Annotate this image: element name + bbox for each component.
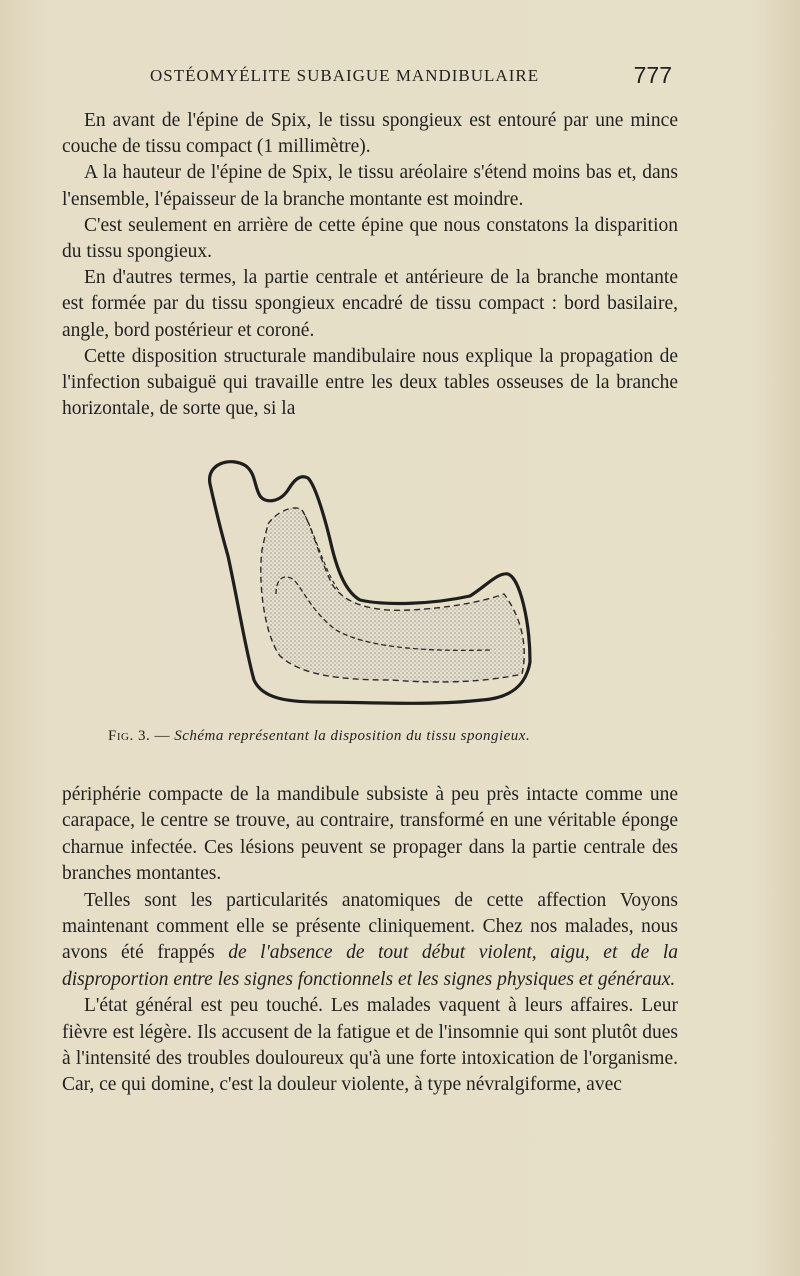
running-title: OSTÉOMYÉLITE SUBAIGUE MANDIBULAIRE bbox=[150, 66, 540, 85]
page-number: 777 bbox=[633, 62, 672, 88]
spongy-tissue-region bbox=[261, 508, 524, 682]
mandible-diagram-svg bbox=[190, 452, 550, 722]
paragraph: En d'autres termes, la partie centrale et antérieure de la branche montante est formée par du tissu spongieux encadré de tissu compact : bord basilaire, angle, bord postérieur et coroné. bbox=[62, 267, 678, 341]
body-text-bottom bbox=[62, 782, 678, 1099]
paragraph bbox=[62, 888, 678, 994]
paragraph: L'état général est peu touché. Les malades vaquent à leurs affaires. Leur fièvre est légère. Ils accusent de la fatigue et de l'insomnie qui sont plutôt dues à l'intensité des troubles douloureux qu'à une forte intoxication de l'organisme. Car, ce qui domine, c'est la douleur violente, à type névralgiforme, avec bbox=[62, 995, 678, 1096]
paragraph: En avant de l'épine de Spix, le tissu spongieux est entouré par une mince couche de tissu compact (1 millimètre). bbox=[62, 110, 678, 158]
body-text-top bbox=[62, 108, 678, 422]
paragraph: A la hauteur de l'épine de Spix, le tissu aréolaire s'étend moins bas et, dans l'ensemble, l'épaisseur de la branche montante est moindre. bbox=[62, 162, 678, 210]
paragraph-text: Telles sont les particularités anatomiques de cette affection Voyons maintenant comment elle se présente cliniquement. Chez nos malades, nous avons été frappés bbox=[62, 889, 678, 964]
caption-text: Schéma représentant la disposition du tissu spongieux. bbox=[174, 728, 531, 744]
mandible-diagram bbox=[190, 452, 550, 722]
paragraph: C'est seulement en arrière de cette épine que nous constatons la disparition du tissu spongieux. bbox=[62, 214, 678, 263]
figure-caption bbox=[108, 728, 668, 745]
paragraph: Cette disposition structurale mandibulaire nous explique la propagation de l'infection subaiguë qui travaille entre les deux tables osseuses de la branche horizontale, de sorte que, si la bbox=[62, 345, 678, 420]
page-header bbox=[150, 62, 680, 92]
caption-dash: — bbox=[150, 728, 175, 744]
paragraph: périphérie compacte de la mandibule subsiste à peu près intacte comme une carapace, le centre se trouve, au contraire, transformé en une véritable éponge charnue infectée. Ces lésions peuvent se propager dans la partie centrale des branches montantes. bbox=[62, 784, 678, 885]
paragraph-emphasis: de l'absence de tout début violent, aigu, et de la disproportion entre les signes fonctionnels et les signes physiques et généraux. bbox=[62, 942, 678, 990]
figure-label: Fig. 3. bbox=[108, 728, 151, 744]
